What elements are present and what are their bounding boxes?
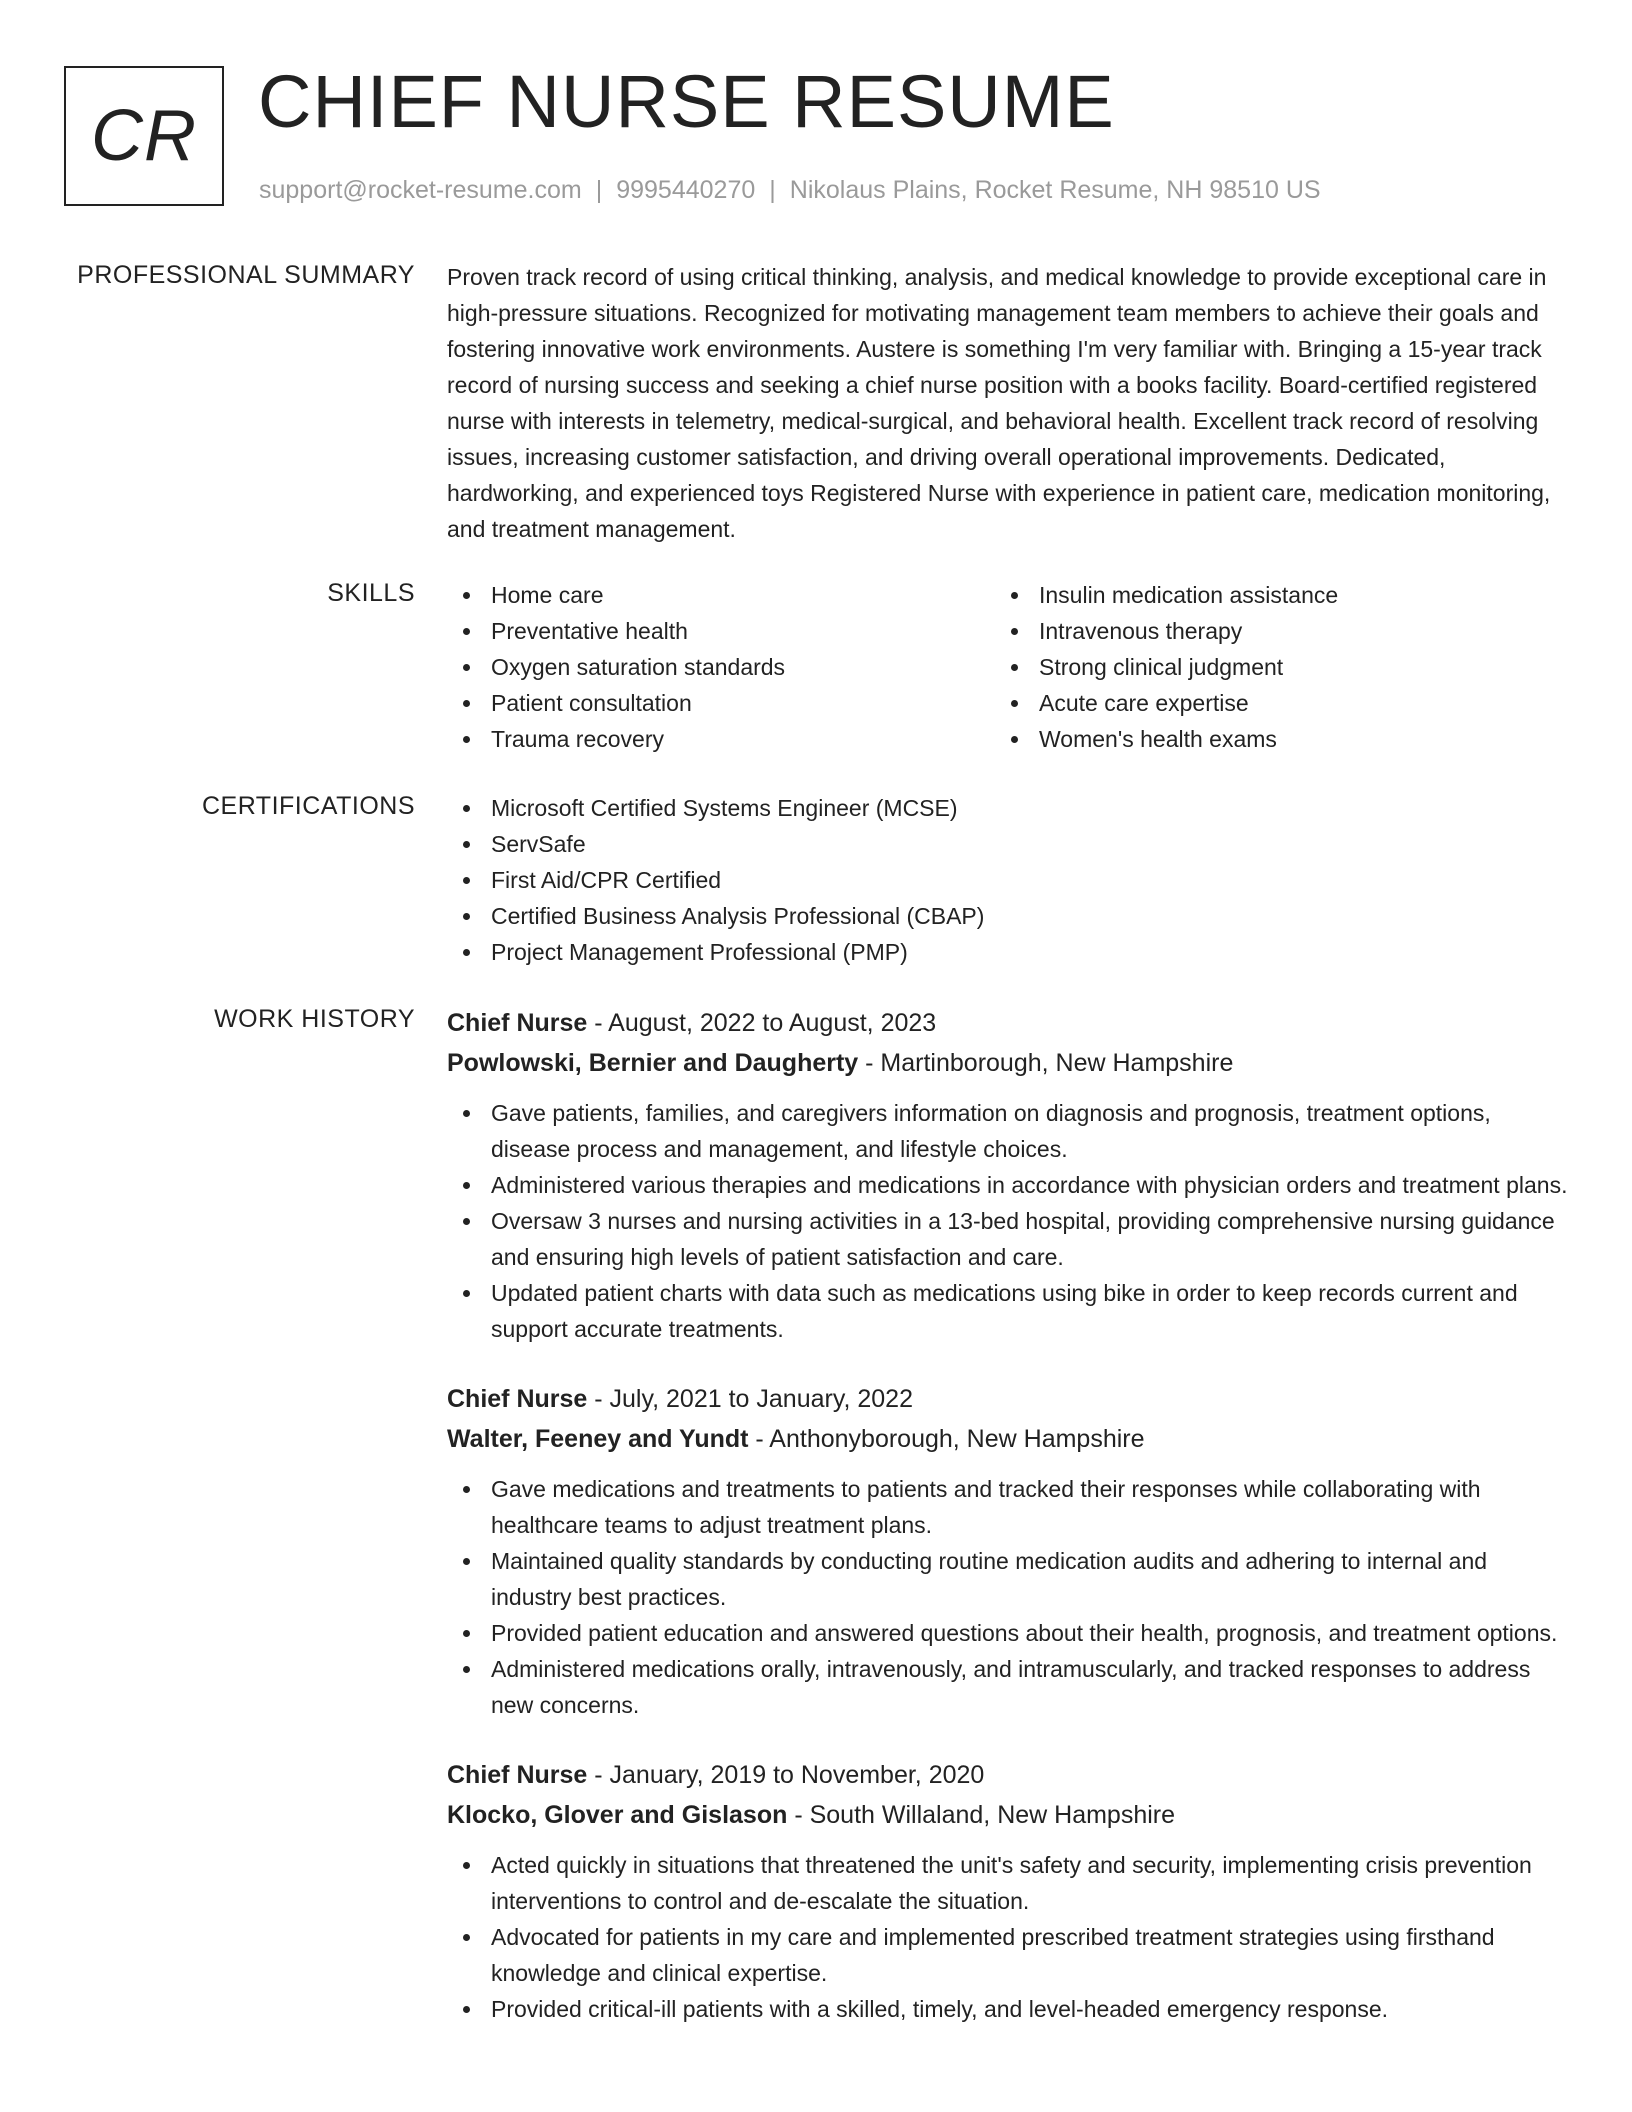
job-duties-list: [447, 1847, 1569, 2027]
skill-item: Intravenous therapy: [995, 613, 1543, 649]
skills-body: [447, 577, 1569, 757]
job-entry: [447, 1003, 1569, 1347]
certification-item: Project Management Professional (PMP): [447, 934, 1569, 970]
skills-list-right: [995, 577, 1543, 757]
contact-address: Nikolaus Plains, Rocket Resume, NH 98510 US: [789, 176, 1321, 204]
monogram-logo: CR: [64, 66, 224, 206]
contact-email: support@rocket-resume.com: [259, 176, 582, 204]
certifications-heading: CERTIFICATIONS: [201, 792, 415, 820]
job-duty: Provided critical-ill patients with a skilled, timely, and level-headed emergency response.: [447, 1991, 1569, 2027]
summary-body: [447, 259, 1569, 547]
job-company: Powlowski, Bernier and Daugherty: [447, 1049, 859, 1077]
job-location: - South Willaland, New Hampshire: [787, 1801, 1176, 1829]
job-title-line: [447, 1379, 1569, 1419]
contact-separator: |: [769, 176, 776, 204]
job-company: Klocko, Glover and Gislason: [447, 1801, 788, 1829]
job-entry: [447, 1755, 1569, 2027]
job-company-line: [447, 1043, 1569, 1083]
job-duty: Provided patient education and answered questions about their health, prognosis, and treatment options.: [447, 1615, 1569, 1651]
job-duty: Maintained quality standards by conducting routine medication audits and adhering to internal and industry best practices.: [447, 1543, 1569, 1615]
job-title: Chief Nurse: [447, 1385, 588, 1413]
job-company: Walter, Feeney and Yundt: [447, 1425, 749, 1453]
skill-item: Acute care expertise: [995, 685, 1543, 721]
skill-item: Preventative health: [447, 613, 995, 649]
job-dates: - August, 2022 to August, 2023: [587, 1009, 937, 1037]
certifications-list: [447, 790, 1569, 970]
job-duty: Advocated for patients in my care and implemented prescribed treatment strategies using firsthand knowledge and clinical expertise.: [447, 1919, 1569, 1991]
certification-item: First Aid/CPR Certified: [447, 862, 1569, 898]
contact-separator: |: [595, 176, 603, 204]
certification-item: Certified Business Analysis Professional (CBAP): [447, 898, 1569, 934]
certifications-body: [447, 790, 1569, 970]
job-title: Chief Nurse: [447, 1761, 588, 1789]
job-dates: - January, 2019 to November, 2020: [587, 1761, 985, 1789]
skill-item: Insulin medication assistance: [995, 577, 1543, 613]
skill-item: Home care: [447, 577, 995, 613]
job-duties-list: [447, 1471, 1569, 1723]
job-company-line: [447, 1419, 1569, 1459]
job-title-line: [447, 1003, 1569, 1043]
job-duty: Gave medications and treatments to patients and tracked their responses while collaborating with healthcare teams to adjust treatment plans.: [447, 1471, 1569, 1543]
certification-item: Microsoft Certified Systems Engineer (MCSE): [447, 790, 1569, 826]
job-duty: Acted quickly in situations that threatened the unit's safety and security, implementing crisis prevention interventions to control and de-escalate the situation.: [447, 1847, 1569, 1919]
work-history-body: [447, 1003, 1569, 2027]
skill-item: Patient consultation: [447, 685, 995, 721]
job-company-line: [447, 1795, 1569, 1835]
skill-item: Trauma recovery: [447, 721, 995, 757]
job-duties-list: [447, 1095, 1569, 1347]
job-location: - Martinborough, New Hampshire: [858, 1049, 1234, 1077]
job-duty: Administered medications orally, intravenously, and intramuscularly, and tracked responses to address new concerns.: [447, 1651, 1569, 1723]
job-title: Chief Nurse: [447, 1009, 588, 1037]
skills-list-left: [447, 577, 995, 757]
job-dates: - July, 2021 to January, 2022: [587, 1385, 913, 1413]
page-title: CHIEF NURSE RESUME: [258, 60, 1115, 143]
skill-item: Oxygen saturation standards: [447, 649, 995, 685]
job-duty: Gave patients, families, and caregivers information on diagnosis and prognosis, treatment options, disease process and management, and lifestyle choices.: [447, 1095, 1569, 1167]
contact-phone: 9995440270: [616, 176, 756, 204]
summary-text: Proven track record of using critical thinking, analysis, and medical knowledge to provide exceptional care in high-pressure situations. Recognized for motivating management team members to achieve their goals and fostering innovative work environments. Austere is something I'm very familiar with. Bringing a 15-year track record of nursing success and seeking a chief nurse position with a books facility. Board-certified registered nurse with interests in telemetry, medical-surgical, and behavioral health. Excellent track record of resolving issues, increasing customer satisfaction, and driving overall operational improvements. Dedicated, hardworking, and experienced toys Registered Nurse with experience in patient care, medication monitoring, and treatment management.: [447, 264, 1551, 542]
work-history-heading: WORK HISTORY: [214, 1005, 415, 1033]
job-location: - Anthonyborough, New Hampshire: [748, 1425, 1145, 1453]
skill-item: Women's health exams: [995, 721, 1543, 757]
skills-heading: SKILLS: [327, 579, 415, 607]
job-title-line: [447, 1755, 1569, 1795]
job-duty: Updated patient charts with data such as medications using bike in order to keep records current and support accurate treatments.: [447, 1275, 1569, 1347]
summary-heading: PROFESSIONAL SUMMARY: [77, 261, 415, 289]
job-duty: Oversaw 3 nurses and nursing activities in a 13-bed hospital, providing comprehensive nursing guidance and ensuring high levels of patient satisfaction and care.: [447, 1203, 1569, 1275]
job-duty: Administered various therapies and medications in accordance with physician orders and treatment plans.: [447, 1167, 1569, 1203]
job-entry: [447, 1379, 1569, 1723]
certification-item: ServSafe: [447, 826, 1569, 862]
skill-item: Strong clinical judgment: [995, 649, 1543, 685]
contact-line: [259, 174, 1321, 206]
